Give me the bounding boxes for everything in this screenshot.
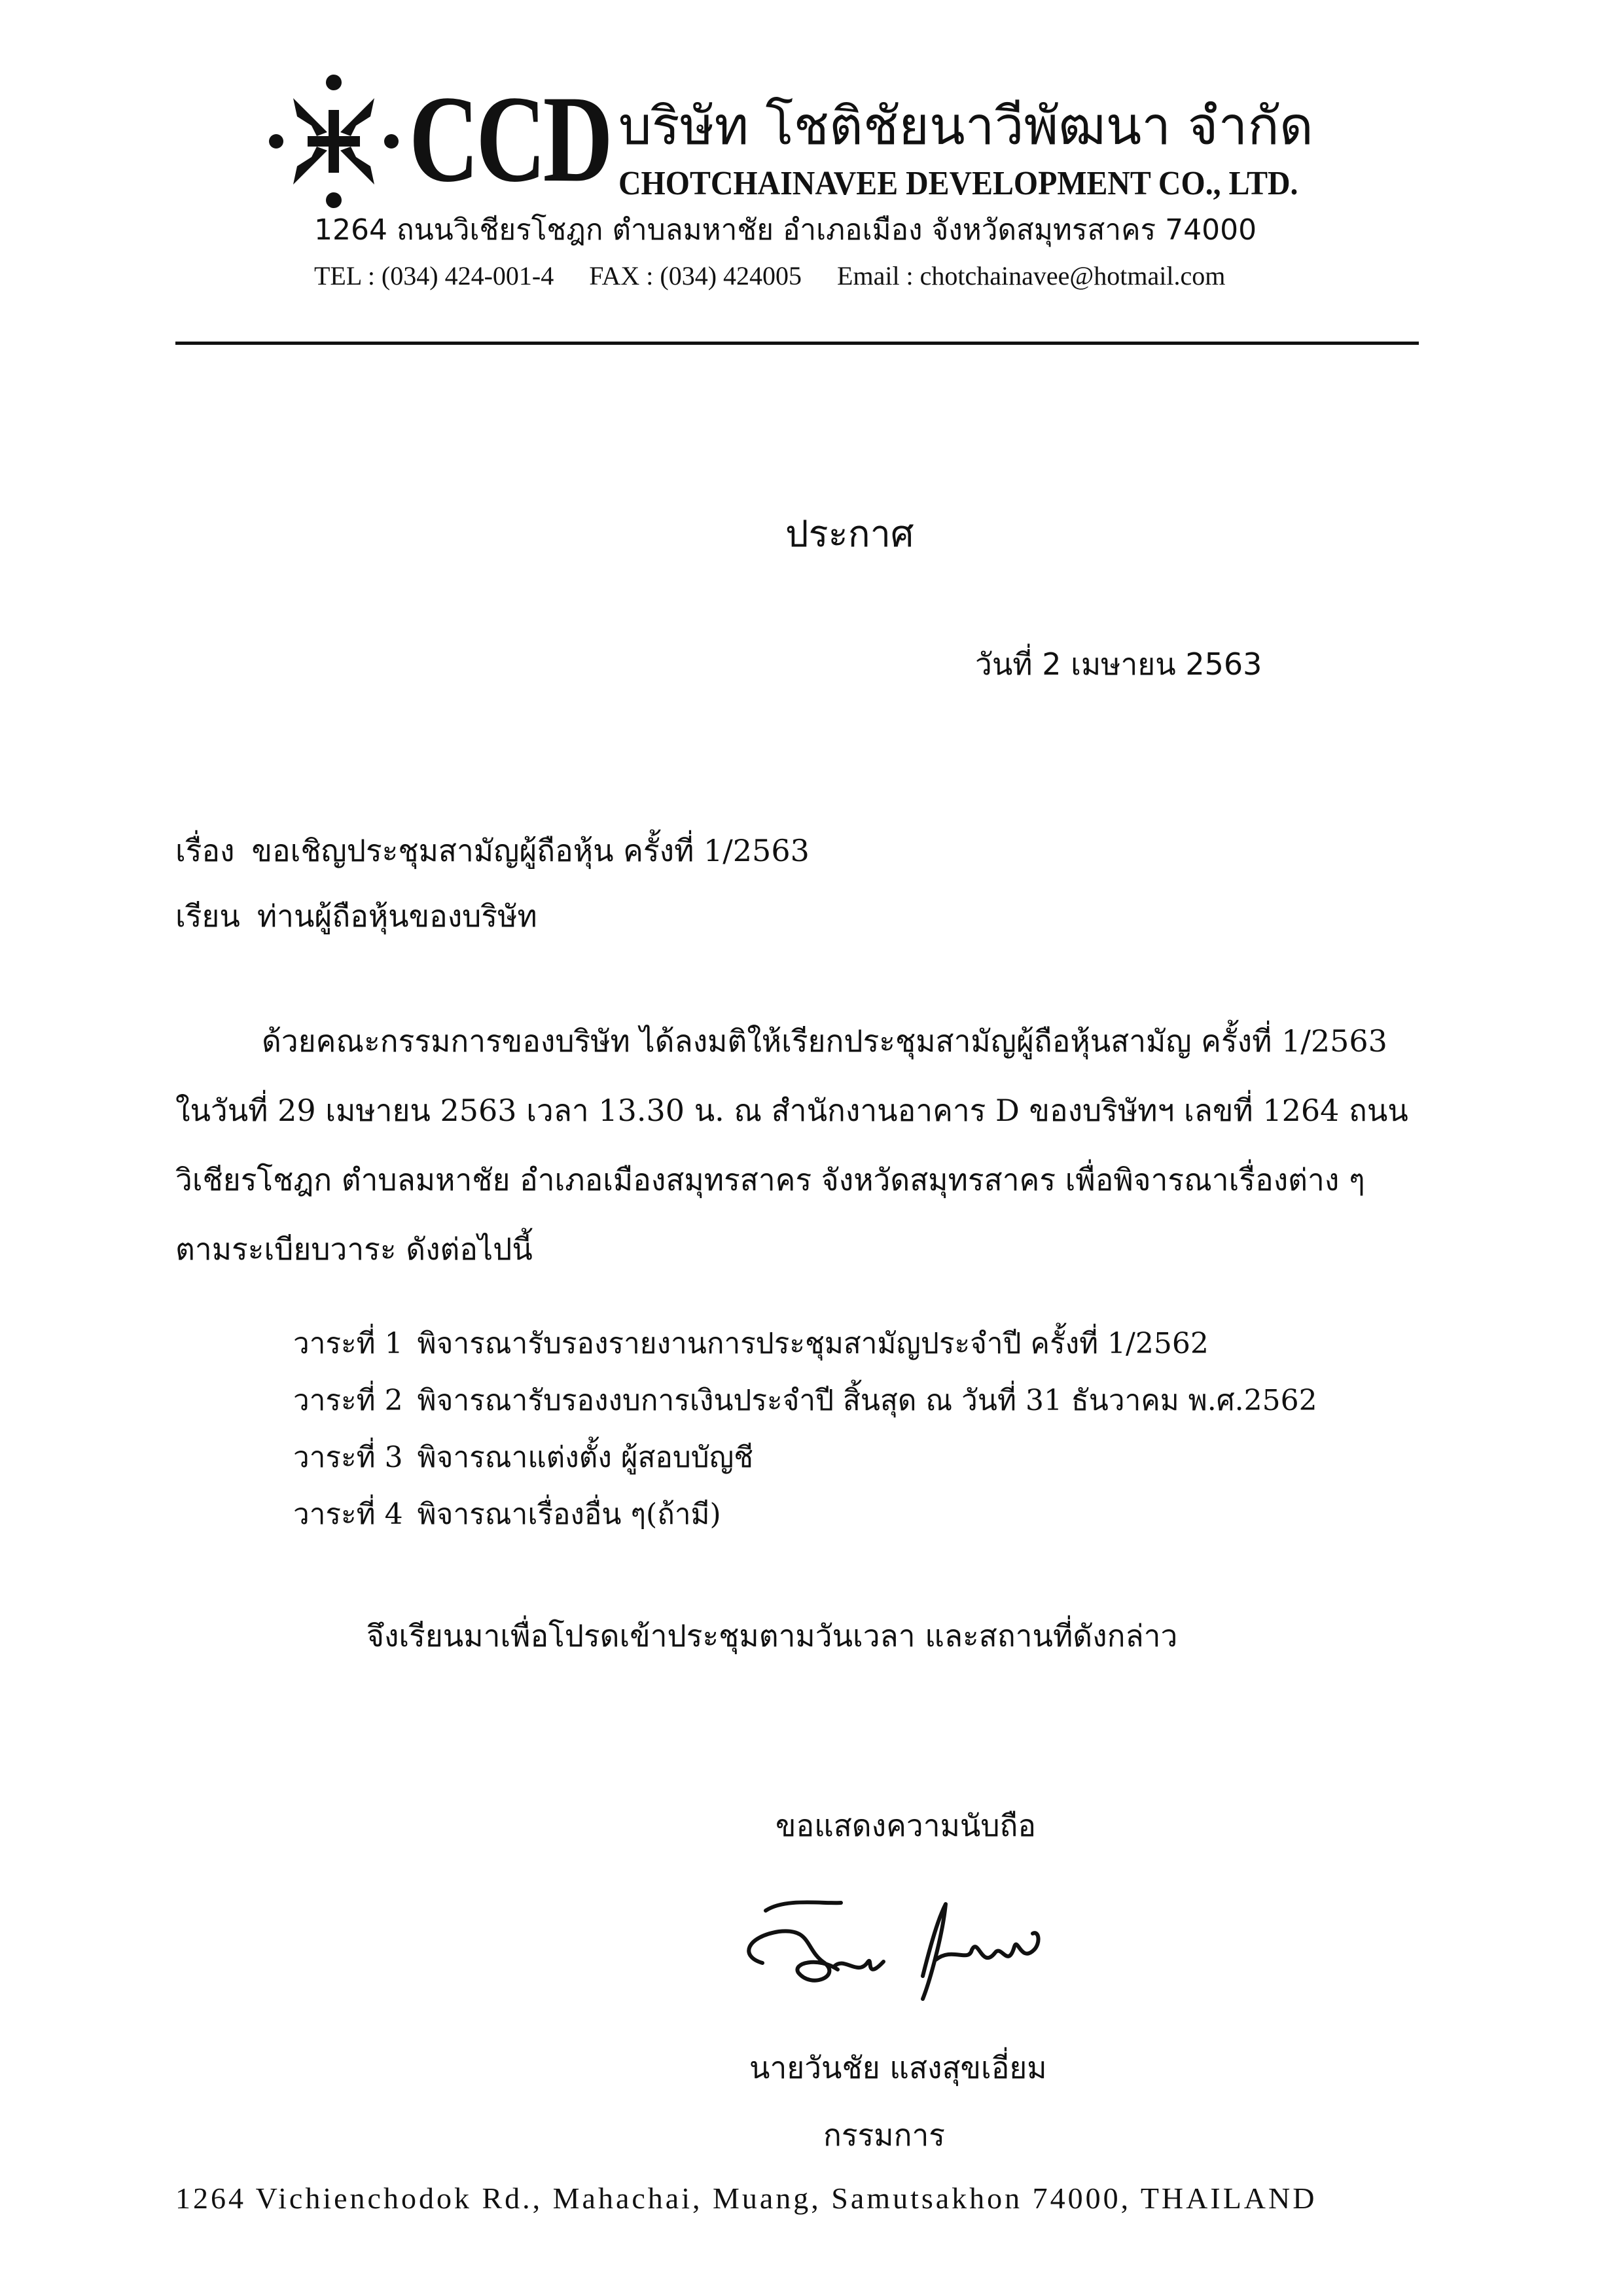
company-address-thai: 1264 ถนนวิเชียรโชฎก ตำบลมหาชัย อำเภอเมือง จังหวัดสมุทรสาคร 74000 xyxy=(314,213,1257,247)
company-name-english: CHOTCHAINAVEE DEVELOPMENT CO., LTD. xyxy=(618,165,1298,202)
agenda-item xyxy=(293,1372,1317,1429)
body-paragraph xyxy=(175,1006,1458,1284)
company-name-thai: บริษัท โชติชัยนาวีพัฒนา จำกัด xyxy=(618,96,1313,156)
telephone: TEL : (034) 424-001-4 xyxy=(314,261,554,291)
document-date: วันที่ 2 เมษายน 2563 xyxy=(975,646,1262,682)
subject-text: ขอเชิญประชุมสามัญผู้ถือหุ้น ครั้งที่ 1/2563 xyxy=(251,833,810,868)
agenda-number: วาระที่ 1 xyxy=(293,1327,403,1360)
handwritten-signature-icon xyxy=(726,1884,1067,2055)
agenda-list xyxy=(293,1315,1317,1543)
paragraph-line: ด้วยคณะกรรมการของบริษัท ได้ลงมติให้เรียกประชุมสามัญผู้ถือหุ้นสามัญ ครั้งที่ 1/2563 xyxy=(262,1023,1387,1059)
agenda-item xyxy=(293,1429,1317,1486)
recipient-row xyxy=(175,896,537,936)
email: Email : chotchainavee@hotmail.com xyxy=(837,261,1226,291)
footer-address: 1264 Vichienchodok Rd., Mahachai, Muang, Samutsakhon 74000, THAILAND xyxy=(175,2181,1317,2215)
signer-position: กรรมการ xyxy=(823,2117,945,2153)
paragraph-line: วิเชียรโชฎก ตำบลมหาชัย อำเภอเมืองสมุทรสาคร จังหวัดสมุทรสาคร เพื่อพิจารณาเรื่องต่าง ๆ xyxy=(175,1162,1365,1197)
company-logo-icon xyxy=(268,71,399,211)
signer-name: นายวันชัย แสงสุขเอี่ยม xyxy=(749,2050,1047,2085)
agenda-number: วาระที่ 2 xyxy=(293,1384,403,1417)
logo-wordmark: CCD xyxy=(409,71,611,208)
agenda-number: วาระที่ 3 xyxy=(293,1441,403,1474)
header-divider xyxy=(175,342,1419,345)
subject-row xyxy=(175,831,810,870)
agenda-item xyxy=(293,1486,1317,1543)
agenda-text: พิจารณารับรองรายงานการประชุมสามัญประจำปี ครั้งที่ 1/2562 xyxy=(417,1327,1209,1360)
paragraph-line: ตามระเบียบวาระ ดังต่อไปนี้ xyxy=(175,1231,533,1267)
subject-label: เรื่อง xyxy=(175,833,235,868)
agenda-number: วาระที่ 4 xyxy=(293,1498,403,1531)
agenda-text: พิจารณาแต่งตั้ง ผู้สอบบัญชี xyxy=(417,1441,754,1474)
regards: ขอแสดงความนับถือ xyxy=(776,1808,1037,1843)
agenda-text: พิจารณารับรองงบการเงินประจำปี สิ้นสุด ณ วันที่ 31 ธันวาคม พ.ศ.2562 xyxy=(417,1384,1317,1417)
paragraph-line: ในวันที่ 29 เมษายน 2563 เวลา 13.30 น. ณ สำนักงานอาคาร D ของบริษัทฯ เลขที่ 1264 ถนน xyxy=(175,1093,1408,1128)
closing-line: จึงเรียนมาเพื่อโปรดเข้าประชุมตามวันเวลา และสถานที่ดังกล่าว xyxy=(366,1618,1178,1653)
recipient-text: ท่านผู้ถือหุ้นของบริษัท xyxy=(257,898,537,934)
agenda-text: พิจารณาเรื่องอื่น ๆ(ถ้ามี) xyxy=(417,1498,721,1531)
recipient-label: เรียน xyxy=(175,898,240,934)
agenda-item xyxy=(293,1315,1317,1372)
fax: FAX : (034) 424005 xyxy=(589,261,802,291)
document-title: ประกาศ xyxy=(785,513,914,556)
contact-line xyxy=(314,260,1254,292)
